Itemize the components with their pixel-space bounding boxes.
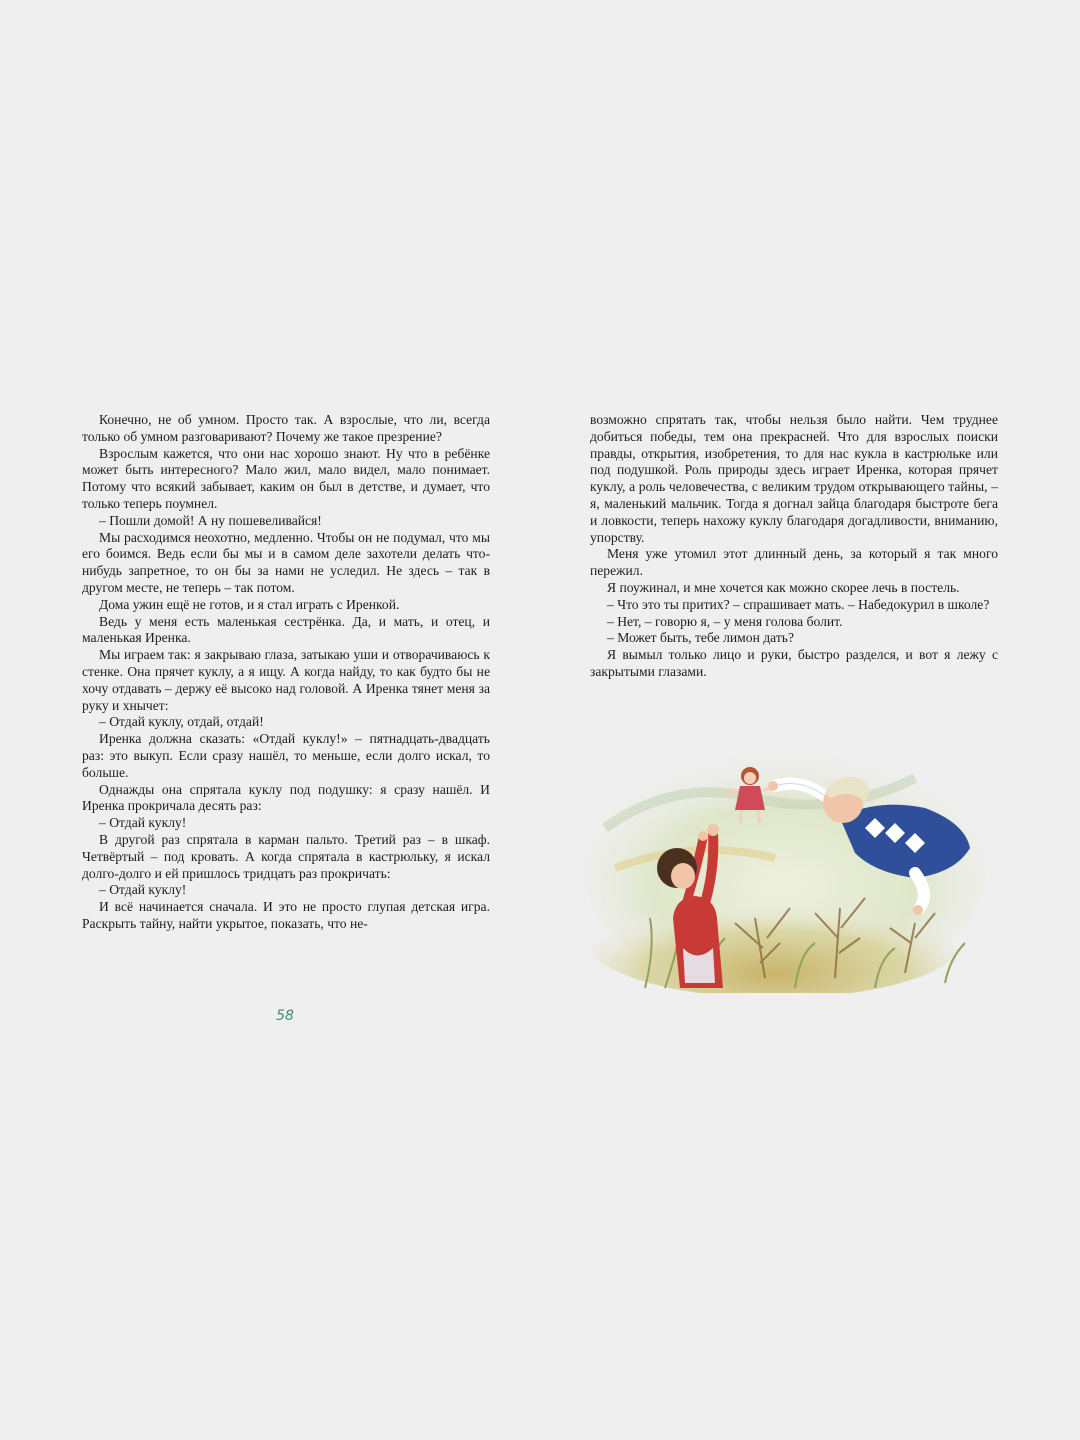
paragraph: Ведь у меня есть маленькая сестрёнка. Да, и мать, и отец, и маленькая Иренка. (82, 613, 490, 646)
paragraph: Я вымыл только лицо и руки, быстро разделся, и вот я лежу с закрытыми глазами. (590, 647, 998, 679)
page-number: 58 (276, 1008, 294, 1024)
paragraph: И всё начинается сначала. И это не просто глупая детская игра. Раскрыть тайну, найти укрытое, показать, что не- (82, 899, 490, 931)
paragraph: Я поужинал, и мне хочется как можно скорее лечь в постель. (607, 579, 960, 595)
paragraph: Меня уже утомил этот длинный день, за который я так много пережил. (590, 546, 998, 579)
paragraph: – Отдай куклу! (99, 815, 187, 831)
paragraph: В другой раз спрятала в карман пальто. Третий раз – в шкаф. Четвёртый – под кровать. А когда спрятала в кастрюльку, я искал долго-долго и ей пришлось тридцать раз прокричать: (82, 831, 490, 881)
paragraph: Однажды она спрятала куклу под подушку: я сразу нашёл. И Иренка прокричала десять раз: (82, 781, 490, 814)
paragraph: – Пошли домой! А ну пошевеливайся! (99, 512, 322, 528)
paragraph: Мы расходимся неохотно, медленно. Чтобы он не подумал, что мы его боимся. Ведь если бы мы и в самом деле захотели делать что-нибудь запретное, то он бы за нами не уследил. Не здесь – так в другом месте, не теперь – так потом. (82, 529, 490, 595)
right-page-text (590, 412, 998, 681)
boy-lifting-doll-illustration (585, 748, 985, 993)
paragraph: Дома ужин ещё не готов, и я стал играть с Иренкой. (99, 596, 400, 612)
paragraph: – Что это ты притих? – спрашивает мать. – Набедокурил в школе? (607, 596, 990, 612)
paragraph: – Нет, – говорю я, – у меня голова болит. (607, 613, 843, 629)
ground-wash (585, 878, 965, 993)
paragraph: Иренка должна сказать: «Отдай куклу!» – пятнадцать-двадцать раз: это выкуп. Если сразу нашёл, то меньше, если долго искал, то больше. (82, 731, 490, 780)
left-page-text (82, 412, 490, 933)
paragraph: возможно спрятать так, чтобы нельзя было найти. Чем труднее добиться победы, тем она прекрасней. Что для взрослых поиски правды, открытия, изобретения, то для нас кукла в кастрюльке или под подушкой. Роль природы здесь играет Иренка, которая прячет куклу, а роль человечества, с великим трудом открывающего тайны, – я, маленький мальчик. Тогда я догнал зайца благодаря быстроте бега и ловкости, теперь нахожу куклу благодаря догадливости, вниманию, упорству. (590, 412, 998, 545)
paragraph: Конечно, не об умном. Просто так. А взрослые, что ли, всегда только об умном разговаривают? Почему же такое презрение? (82, 412, 490, 444)
paragraph: Взрослым кажется, что они нас хорошо знают. Ну что в ребёнке может быть интересного? Мало жил, мало видел, мало понимает. Потому что всякий забывает, каким он был в детстве, и думает, что только теперь поумнел. (82, 445, 490, 511)
paragraph: – Отдай куклу, отдай, отдай! (99, 714, 264, 730)
paragraph: – Может быть, тебе лимон дать? (607, 630, 795, 646)
paragraph: Мы играем так: я закрываю глаза, затыкаю уши и отворачиваюсь к стенке. Она прячет куклу, а я ищу. А когда найду, то как будто бы не хочу отдавать – держу её высоко над головой. А Иренка тянет меня за руку и хнычет: (82, 647, 490, 713)
paragraph: – Отдай куклу! (99, 882, 187, 898)
